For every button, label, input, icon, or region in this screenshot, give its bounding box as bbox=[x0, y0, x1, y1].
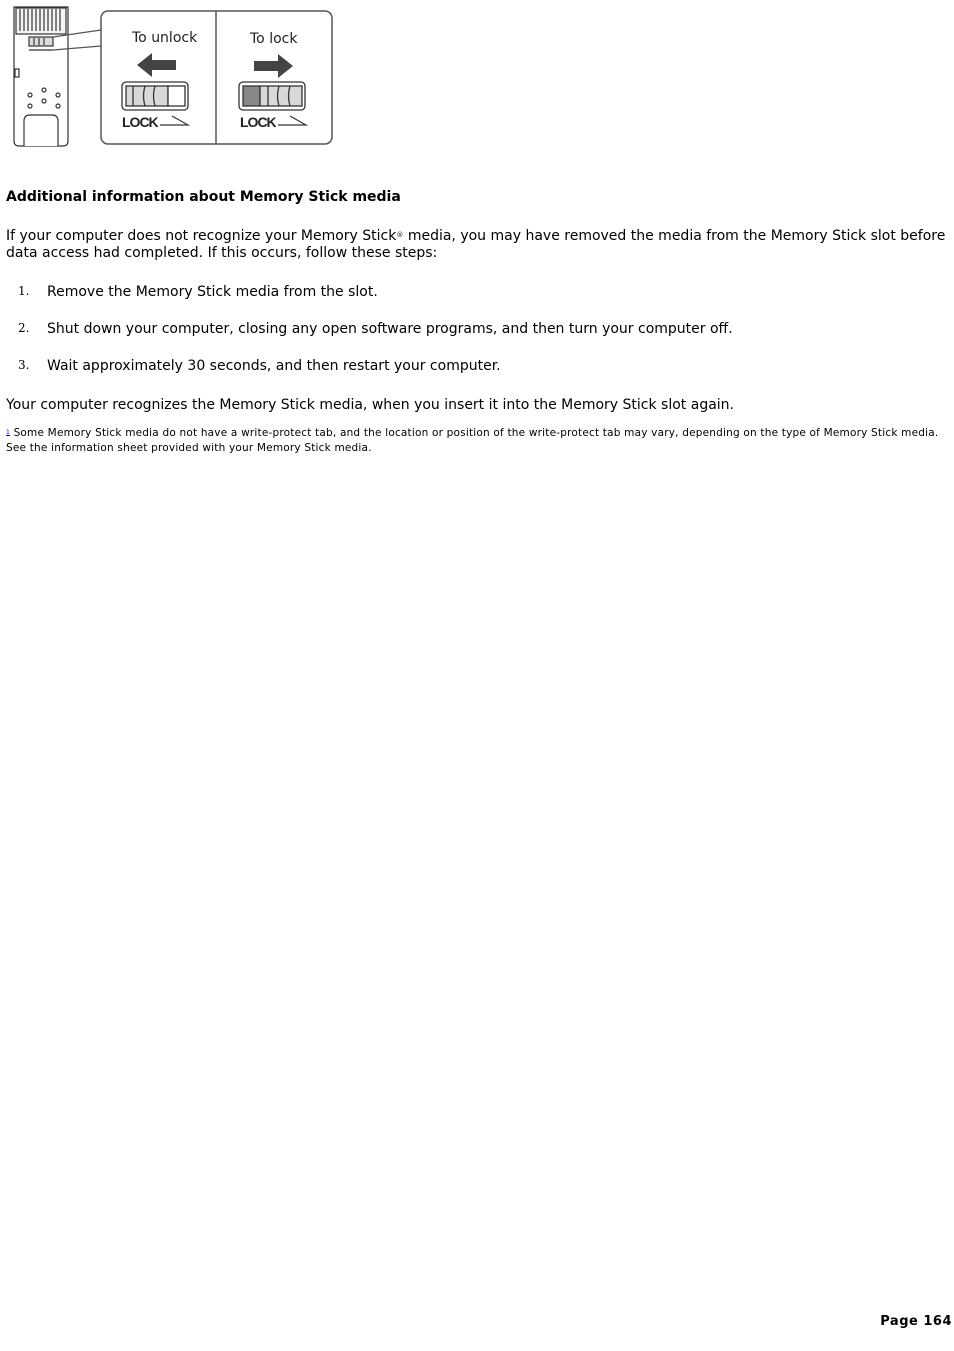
unlock-label: To unlock bbox=[132, 30, 198, 46]
switch-locked-icon bbox=[239, 82, 305, 110]
step-text: Remove the Memory Stick media from the slot. bbox=[47, 284, 378, 300]
lock-label: To lock bbox=[250, 31, 298, 47]
switch-unlock-caption: LOCK bbox=[122, 114, 158, 130]
intro-text-2: media, you may have removed the media from the Memory Stick slot before data access had completed. If this occurs, follow these steps: bbox=[6, 228, 946, 261]
write-protect-tab-illustration bbox=[6, 3, 336, 149]
switch-lock-caption: LOCK bbox=[240, 114, 276, 130]
intro-paragraph bbox=[6, 227, 946, 262]
step-text: Wait approximately 30 seconds, and then restart your computer. bbox=[47, 358, 501, 374]
step-number: 3. bbox=[18, 358, 30, 372]
footnote bbox=[6, 425, 946, 456]
step-number: 1. bbox=[18, 284, 30, 298]
section-heading: Additional information about Memory Stick media bbox=[6, 189, 401, 205]
registered-mark: ® bbox=[396, 231, 404, 239]
switch-unlocked-icon bbox=[122, 82, 188, 110]
footnote-text: Some Memory Stick media do not have a write-protect tab, and the location or position of the write-protect tab may vary, depending on the type of Memory Stick media. See the information sheet provided with your Memory Stick media. bbox=[6, 427, 939, 454]
page-number: Page 164 bbox=[880, 1314, 952, 1329]
step-text: Shut down your computer, closing any open software programs, and then turn your computer off. bbox=[47, 321, 733, 337]
intro-text-1: If your computer does not recognize your Memory Stick bbox=[6, 228, 397, 244]
footnote-marker-link[interactable]: 1 bbox=[6, 429, 11, 436]
result-paragraph: Your computer recognizes the Memory Stick media, when you insert it into the Memory Stick slot again. bbox=[6, 397, 734, 413]
memory-stick-card-icon bbox=[14, 7, 68, 146]
step-number: 2. bbox=[18, 321, 30, 335]
